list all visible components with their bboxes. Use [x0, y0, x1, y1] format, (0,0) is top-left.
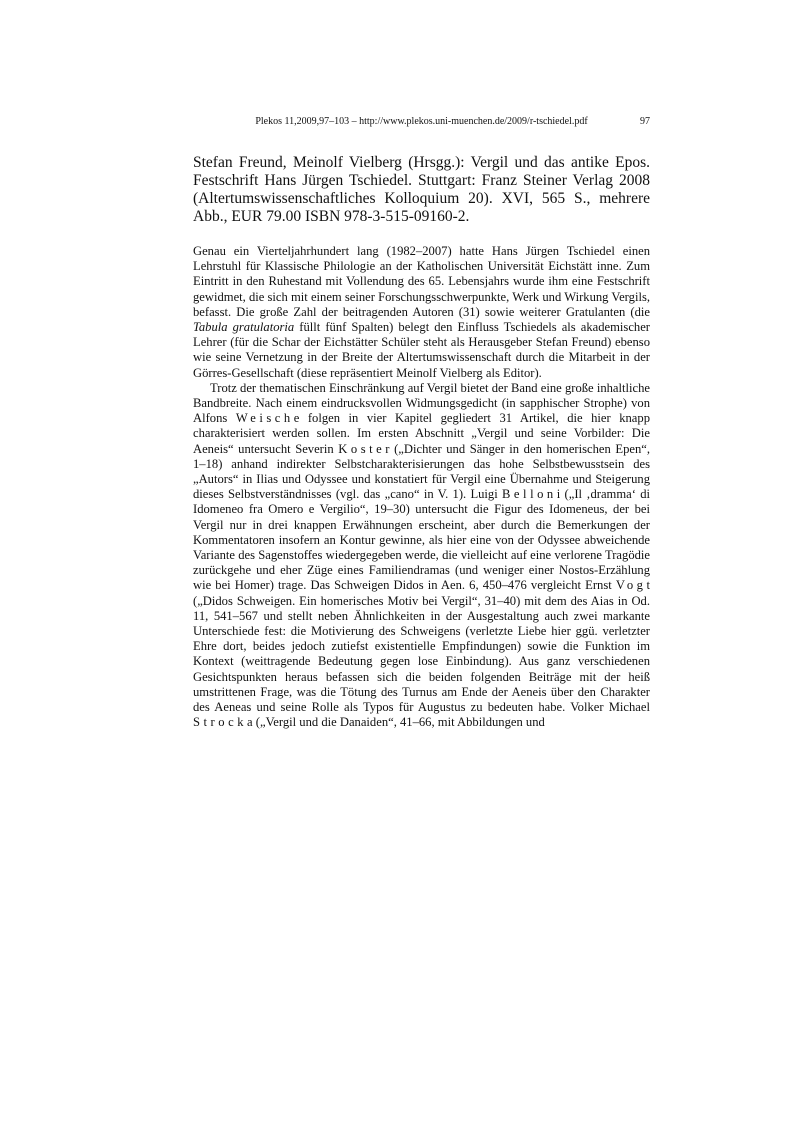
page-header [193, 116, 650, 128]
text-segment: folgen in vier Kapitel gegliedert 31 Artikel, die hier knapp charakterisiert werden sollen. Im ersten Abschnitt „Vergil und seine Vorbilder: Die Aeneis“ untersucht Severin [193, 411, 650, 456]
author-name-spaced: Strocka [193, 715, 257, 730]
review-body [193, 244, 654, 731]
paragraph [193, 244, 650, 381]
text-segment: Genau ein Vierteljahrhundert lang (1982–2007) hatte Hans Jürgen Tschiedel einen Lehrstuhl für Klassische Philologie an der Katholischen Universität Eichstätt inne. Zum Eintritt in den Ruhestand mit Vollendung des 65. Lebensjahrs wurde ihm eine Festschrift gewidmet, die sich mit einem seiner Forschungsschwerpunkte, Werk und Wirkung Vergils, befasst. Die große Zahl der beitragenden Autoren (31) sowie weiterer Gratulanten (die [193, 244, 650, 319]
book-citation-title: Stefan Freund, Meinolf Vielberg (Hrsgg.): Vergil und das antike Epos. Festschrift Hans Jürgen Tschiedel. Stuttgart: Franz Steiner Verlag 2008 (Altertumswissenschaftliches Kolloquium 20). XVI, 565 S., mehrere Abb., EUR 79.00 ISBN 978-3-515-09160-2. [193, 154, 650, 225]
text-segment: füllt fünf Spalten) belegt den Einfluss Tschiedels als akademischer Lehrer (für die Schar der Eichstätter Schüler steht als Herausgeber Stefan Freund) ebenso wie seine Vernetzung in der Breite der Altertumswissenschaft durch die Mitarbeit in der Görres-Gesellschaft (diese repräsentiert Meinolf Vielberg als Editor). [193, 320, 650, 380]
page-number: 97 [640, 116, 650, 127]
text-segment: („Didos Schweigen. Ein homerisches Motiv bei Vergil“, 31–40) mit dem des Aias in Od. 11, 541–567 und stellt neben Ähnlichkeiten in der Ausgestaltung auch zwei markante Unterschiede fest: die Motivierung des Schweigens (verletzte Liebe hier ggü. verletzter Ehre dort, beides jedoch zutiefst existentielle Empfindungen) sowie die Funktion im Kontext (weittragende Bedeutung gegen lose Einbindung). Aus ganz verschiedenen Gesichtspunkten heraus befassen sich die beiden folgenden Beiträge mit der heiß umstrittenen Frage, was die Tötung des Turnus am Ende der Aeneis über den Charakter des Aeneas und seine Rolle als Typos für Augustus zu bedeuten habe. Volker Michael [193, 593, 650, 715]
text-segment: („Vergil und die Danaiden“, 41–66, mit Abbildungen und [252, 715, 545, 730]
text-segment: („Il ‚dramma‘ di Idomeneo fra Omero e Vergilio“, 19–30) untersucht die Figur des Idomeneus, der bei Vergil nur in drei knappen Erwähnungen erscheint, aber durch die Bemerkungen der Kommentatoren insofern an Kontur gewinne, als hier eine von der Odyssee abweichende Variante des Sagenstoffes wiedergegeben werde, die vielleicht auf eine verlorene Tragödie zurückgehe und eher Züge eines Familiendramas (und weniger einer Nostos-Erzählung wie bei Homer) trage. Das Schweigen Didos in Aen. 6, 450–476 vergleicht Ernst [193, 487, 650, 593]
author-name-spaced: Vogt [615, 578, 654, 593]
paragraph [193, 380, 654, 731]
page-content [193, 116, 654, 731]
author-name-spaced: Belloni [502, 487, 564, 502]
author-name-spaced: Weische [235, 411, 303, 426]
running-header-text: Plekos 11,2009,97–103 – http://www.plekos.uni-muenchen.de/2009/r-tschiedel.pdf [255, 116, 588, 127]
italic-text-segment: Tabula gratulatoria [193, 320, 295, 335]
text-segment: („Dichter und Sänger in den homerischen Epen“, 1–18) anhand indirekter Selbstcharakterisierungen das hohe Selbstbewusstsein des „Autors“ in Ilias und Odyssee und konstatiert für Vergil eine Übernahme und Steigerung dieses Selbstverständnisses (vgl. das „cano“ in V. 1). Luigi [193, 441, 651, 502]
author-name-spaced: Koster [338, 441, 394, 456]
text-segment: Trotz der thematischen Einschränkung auf Vergil bietet der Band eine große inhaltliche Bandbreite. Nach einem eindrucksvollen Widmungsgedicht (in sapphischer Strophe) von Alfons [193, 380, 650, 426]
